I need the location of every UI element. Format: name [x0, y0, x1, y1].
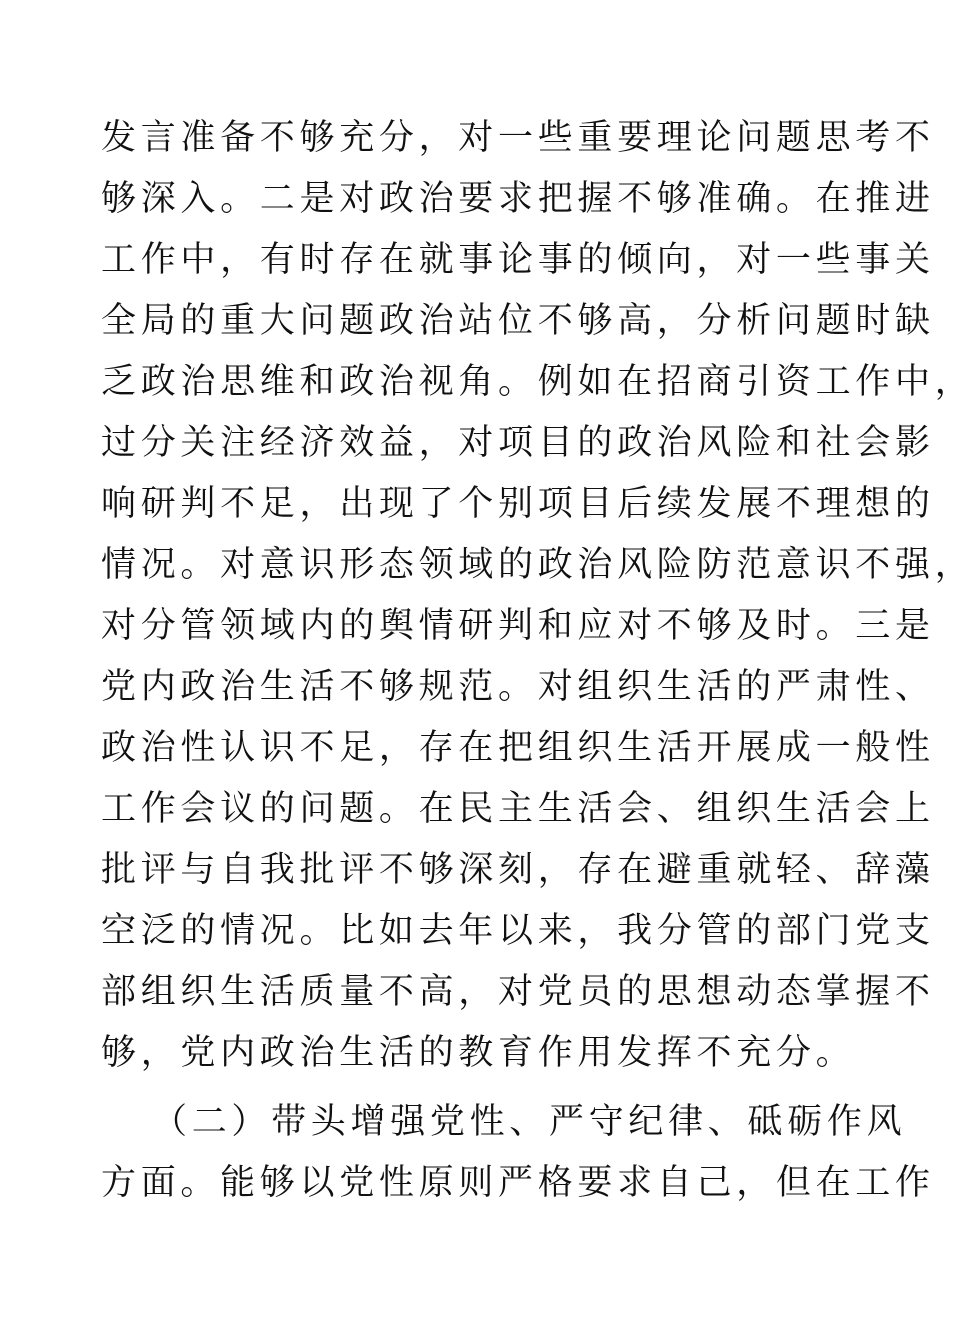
text-line: 方面。能够以党性原则严格要求自己，但在工作: [101, 1163, 935, 1203]
text-line: 工作中，有时存在就事论事的倾向，对一些事关: [101, 240, 935, 280]
text-line: 乏政治思维和政治视角。例如在招商引资工作中，: [101, 362, 974, 402]
section-heading-line: （二）带头增强党性、严守纪律、砥砺作风: [152, 1102, 907, 1142]
text-line: 工作会议的问题。在民主生活会、组织生活会上: [101, 789, 935, 829]
text-line: 政治性认识不足，存在把组织生活开展成一般性: [101, 728, 935, 768]
text-line: 批评与自我批评不够深刻，存在避重就轻、辞藻: [101, 850, 935, 890]
text-line: 够深入。二是对政治要求把握不够准确。在推进: [101, 179, 935, 219]
text-line: 够，党内政治生活的教育作用发挥不充分。: [101, 1033, 856, 1073]
text-line: 发言准备不够充分，对一些重要理论问题思考不: [101, 118, 935, 158]
text-line: 响研判不足，出现了个别项目后续发展不理想的: [101, 484, 935, 524]
text-line: 党内政治生活不够规范。对组织生活的严肃性、: [101, 667, 935, 707]
text-line: 空泛的情况。比如去年以来，我分管的部门党支: [101, 911, 935, 951]
text-line: 对分管领域内的舆情研判和应对不够及时。三是: [101, 606, 935, 646]
text-line: 情况。对意识形态领域的政治风险防范意识不强，: [101, 545, 974, 585]
text-line: 部组织生活质量不高，对党员的思想动态掌握不: [101, 972, 935, 1012]
text-line: 过分关注经济效益，对项目的政治风险和社会影: [101, 423, 935, 463]
text-line: 全局的重大问题政治站位不够高，分析问题时缺: [101, 301, 935, 341]
